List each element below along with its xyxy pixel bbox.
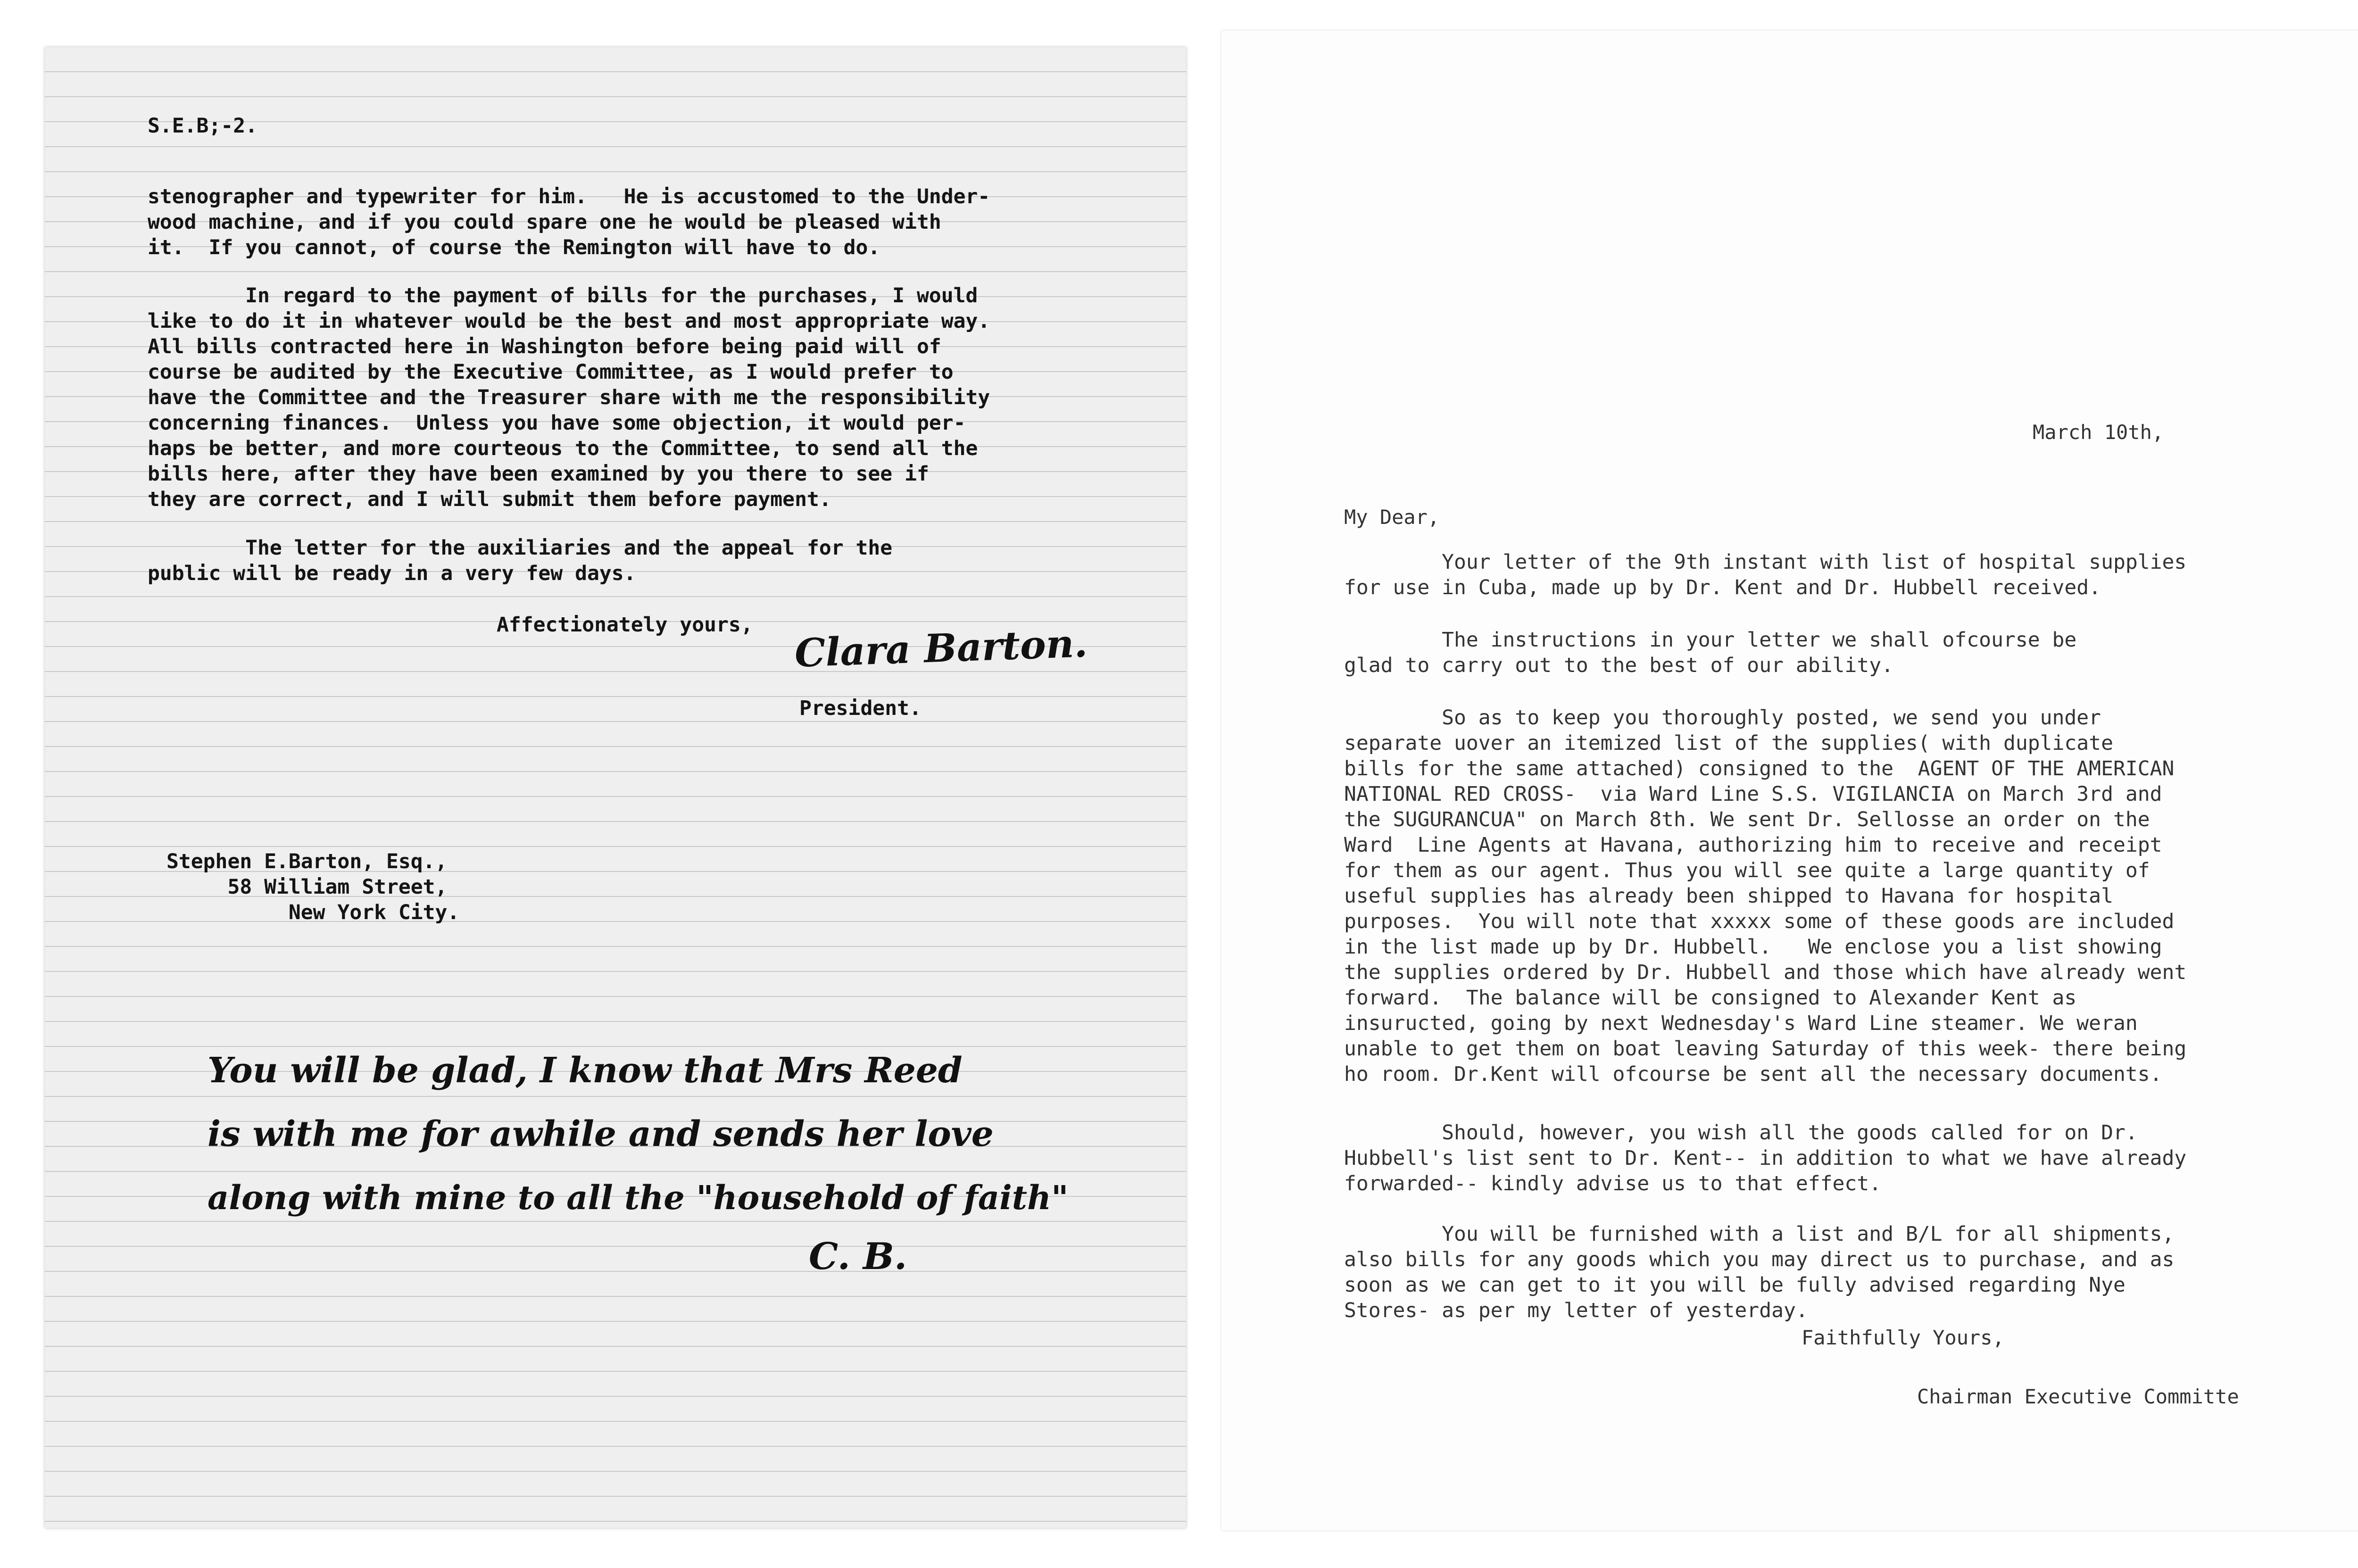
text-line: So as to keep you thoroughly posted, we send you under bbox=[1344, 706, 2101, 730]
handwritten-note-line: along with mine to all the "household of faith" bbox=[208, 1178, 1069, 1217]
right-salutation: My Dear, bbox=[1344, 506, 1440, 529]
text-line: Stores- as per my letter of yesterday. bbox=[1344, 1299, 1808, 1322]
left-signer-title: President. bbox=[799, 697, 922, 720]
right-letter-page bbox=[1221, 31, 2358, 1530]
handwritten-initials: C. B. bbox=[809, 1235, 907, 1278]
text-line: wood machine, and if you could spare one he would be pleased with bbox=[148, 210, 941, 234]
right-paragraph-4 bbox=[1344, 1120, 2186, 1196]
text-line: haps be better, and more courteous to the Committee, to send all the bbox=[148, 437, 978, 460]
left-paragraph-2 bbox=[148, 283, 990, 512]
left-letter-page bbox=[45, 47, 1186, 1528]
left-closing: Affectionately yours, bbox=[497, 613, 753, 637]
text-line: ho room. Dr.Kent will ofcourse be sent all the necessary documents. bbox=[1344, 1062, 2162, 1086]
text-line: useful supplies has already been shipped to Havana for hospital bbox=[1344, 884, 2113, 908]
recipient-address bbox=[166, 849, 459, 925]
text-line: concerning finances. Unless you have some objection, it would per- bbox=[148, 411, 966, 435]
text-line: All bills contracted here in Washington before being paid will of bbox=[148, 335, 941, 358]
text-line: in the list made up by Dr. Hubbell. We enclose you a list showing bbox=[1344, 935, 2162, 959]
address-line: New York City. bbox=[166, 901, 460, 924]
text-line: forward. The balance will be consigned to Alexander Kent as bbox=[1344, 986, 2077, 1010]
text-line: bills here, after they have been examined by you there to see if bbox=[148, 462, 929, 486]
text-line: Should, however, you wish all the goods called for on Dr. bbox=[1344, 1121, 2138, 1145]
text-line: separate uover an itemized list of the supplies( with duplicate bbox=[1344, 731, 2113, 755]
right-paragraph-5 bbox=[1344, 1221, 2174, 1323]
handwritten-note-line: You will be glad, I know that Mrs Reed bbox=[208, 1050, 963, 1091]
text-line: the SUGURANCUA" on March 8th. We sent Dr. Sellosse an order on the bbox=[1344, 808, 2150, 831]
text-line: course be audited by the Executive Committee, as I would prefer to bbox=[148, 360, 954, 384]
text-line: for use in Cuba, made up by Dr. Kent and Dr. Hubbell received. bbox=[1344, 576, 2101, 599]
right-date: March 10th, bbox=[2033, 421, 2164, 444]
text-line: public will be ready in a very few days. bbox=[148, 562, 636, 585]
text-line: bills for the same attached) consigned to the AGENT OF THE AMERICAN bbox=[1344, 757, 2175, 780]
right-paragraph-1 bbox=[1344, 549, 2186, 600]
text-line: they are correct, and I will submit them before payment. bbox=[148, 488, 831, 511]
clara-barton-signature: Clara Barton. bbox=[794, 621, 1088, 676]
address-line: 58 William Street, bbox=[166, 875, 448, 899]
text-line: have the Committee and the Treasurer share with me the responsibility bbox=[148, 386, 990, 409]
text-line: for them as our agent. Thus you will see quite a large quantity of bbox=[1344, 859, 2150, 882]
text-line: insuructed, going by next Wednesday's Ward Line steamer. We weran bbox=[1344, 1012, 2138, 1035]
address-line: Stephen E.Barton, Esq., bbox=[166, 850, 448, 873]
text-line: The letter for the auxiliaries and the appeal for the bbox=[148, 536, 893, 560]
text-line: Your letter of the 9th instant with list of hospital supplies bbox=[1344, 550, 2187, 574]
left-paragraph-3 bbox=[148, 535, 892, 586]
text-line: forwarded-- kindly advise us to that effect. bbox=[1344, 1172, 1882, 1195]
left-page-header: S.E.B;-2. bbox=[148, 114, 257, 138]
right-paragraph-2 bbox=[1344, 627, 2076, 678]
text-line: In regard to the payment of bills for the purchases, I would bbox=[148, 284, 978, 307]
text-line: soon as we can get to it you will be fully advised regarding Nye bbox=[1344, 1273, 2126, 1297]
text-line: unable to get them on boat leaving Saturday of this week- there being bbox=[1344, 1037, 2187, 1061]
text-line: Hubbell's list sent to Dr. Kent-- in addition to what we have already bbox=[1344, 1146, 2187, 1170]
text-line: stenographer and typewriter for him. He is accustomed to the Under- bbox=[148, 185, 990, 208]
right-signature-line: Chairman Executive Committe bbox=[1917, 1385, 2239, 1408]
text-line: like to do it in whatever would be the best and most appropriate way. bbox=[148, 309, 990, 333]
text-line: also bills for any goods which you may direct us to purchase, and as bbox=[1344, 1248, 2175, 1271]
text-line: You will be furnished with a list and B/L for all shipments, bbox=[1344, 1222, 2175, 1246]
text-line: purposes. You will note that xxxxx some of these goods are included bbox=[1344, 910, 2175, 933]
text-line: Ward Line Agents at Havana, authorizing him to receive and receipt bbox=[1344, 833, 2162, 857]
text-line: glad to carry out to the best of our ability. bbox=[1344, 654, 1893, 677]
text-line: The instructions in your letter we shall ofcourse be bbox=[1344, 628, 2077, 652]
text-line: it. If you cannot, of course the Remington will have to do. bbox=[148, 236, 880, 259]
right-closing: Faithfully Yours, bbox=[1802, 1326, 2004, 1349]
text-line: NATIONAL RED CROSS- via Ward Line S.S. VIGILANCIA on March 3rd and bbox=[1344, 782, 2162, 806]
handwritten-note-line: is with me for awhile and sends her love bbox=[208, 1114, 994, 1154]
right-paragraph-3 bbox=[1344, 705, 2186, 1087]
text-line: the supplies ordered by Dr. Hubbell and those which have already went bbox=[1344, 961, 2187, 984]
left-paragraph-1 bbox=[148, 184, 990, 260]
